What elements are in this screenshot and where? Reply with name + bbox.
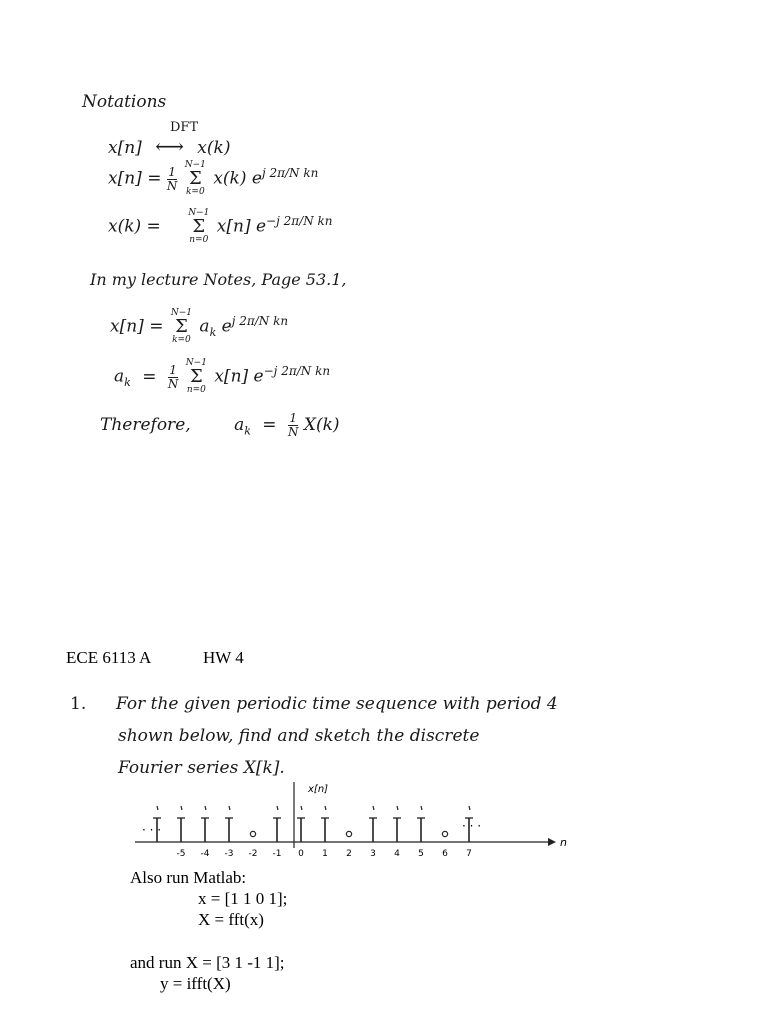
analysis-equation <box>108 208 333 246</box>
matlab-intro-2: and run X = [3 1 -1 1]; <box>130 953 285 972</box>
hw-label: HW 4 <box>203 648 244 667</box>
stem-value-mark <box>301 806 302 810</box>
synthesis-exponent: j 2π/N kn <box>261 165 319 180</box>
therefore-line <box>100 412 340 439</box>
tick-label: 7 <box>466 849 472 859</box>
problem-number: 1. <box>70 694 87 714</box>
frac-numerator: 1 <box>169 362 177 377</box>
therefore-sub: k <box>244 424 251 438</box>
sum-upper: N−1 <box>184 160 206 170</box>
frac-denominator: N <box>287 425 299 439</box>
sum-lower: n=0 <box>189 235 209 245</box>
stem-value-mark <box>157 806 158 810</box>
sigma-icon: Σ <box>175 316 188 337</box>
stem-value-mark <box>469 806 470 810</box>
frac-numerator: 1 <box>168 164 176 179</box>
double-arrow-icon: ⟷ <box>155 134 184 158</box>
lecture-anal-sub: k <box>124 375 131 389</box>
therefore-fraction <box>288 412 299 439</box>
tick-label: 3 <box>370 849 376 859</box>
synthesis-lhs: x[n] = <box>108 168 162 189</box>
y-axis-label: x[n] <box>308 784 329 795</box>
ellipsis-right: · · · <box>462 819 482 833</box>
dft-pair-right: x(k) <box>197 138 231 158</box>
lecture-anal-lhs: a <box>114 366 125 387</box>
stem-value-mark <box>325 806 326 810</box>
lecture-synth-sum <box>171 308 192 346</box>
tick-label: 5 <box>418 849 424 859</box>
tick-label: -1 <box>272 849 282 859</box>
sum-lower: k=0 <box>172 335 191 345</box>
therefore-rhs: X(k) <box>303 415 340 435</box>
tick-label: 4 <box>394 849 400 859</box>
tick-label: 6 <box>442 849 448 859</box>
lecture-anal-sum <box>186 358 207 396</box>
dft-label: DFT <box>170 120 199 135</box>
stem-value-mark <box>277 806 278 810</box>
zero-sample-marker <box>250 831 255 836</box>
sigma-icon: Σ <box>188 168 202 189</box>
stem-plot <box>0 778 768 868</box>
dft-pair <box>108 134 230 158</box>
sum-upper: N−1 <box>170 308 193 318</box>
tick-label: 0 <box>298 849 304 859</box>
matlab-ifft-line: y = ifft(X) <box>160 974 231 993</box>
stem-value-mark <box>181 806 182 810</box>
lecture-anal-fraction <box>168 364 179 391</box>
problem-line-3: Fourier series X[k]. <box>118 758 285 778</box>
lecture-synth-exponent: j 2π/N kn <box>231 313 289 328</box>
sum-upper: N−1 <box>188 208 210 218</box>
zero-sample-marker <box>346 831 351 836</box>
stem-value-mark <box>229 806 230 810</box>
problem-line-1: For the given periodic time sequence with period 4 <box>116 694 558 714</box>
sum-lower: n=0 <box>186 385 206 395</box>
synthesis-sum <box>185 160 206 198</box>
synthesis-equation <box>108 160 318 198</box>
tick-label: -2 <box>248 849 258 859</box>
tick-label: 2 <box>346 849 352 859</box>
stem-value-mark <box>205 806 206 810</box>
lecture-synth-sub: k <box>209 325 217 339</box>
analysis-lhs: x(k) = <box>108 216 161 237</box>
matlab-x-line: x = [1 1 0 1]; <box>198 889 288 908</box>
tick-label: -4 <box>200 849 210 859</box>
lecture-anal-eq: = <box>142 366 157 387</box>
synthesis-fraction <box>167 166 178 193</box>
frac-denominator: N <box>167 376 179 391</box>
lecture-synth-e: e <box>221 316 232 337</box>
therefore-word: Therefore, <box>100 415 191 435</box>
problem-line-2: shown below, find and sketch the discrete <box>118 726 480 746</box>
stems-group <box>153 806 473 842</box>
lecture-synth-lhs: x[n] = <box>110 316 164 337</box>
matlab-intro: Also run Matlab: <box>130 868 247 887</box>
lecture-notes-line: In my lecture Notes, Page 53.1, <box>90 270 347 289</box>
matlab-fft-line: X = fft(x) <box>198 910 264 929</box>
sigma-icon: Σ <box>189 366 203 387</box>
tick-label: -3 <box>224 849 234 859</box>
frac-denominator: N <box>166 178 178 193</box>
analysis-exponent: −j 2π/N kn <box>266 213 333 228</box>
notations-heading: Notations <box>82 92 167 112</box>
sigma-icon: Σ <box>192 216 206 237</box>
course-label: ECE 6113 A <box>66 648 152 667</box>
zero-sample-marker <box>442 831 447 836</box>
therefore-lhs: a <box>234 415 245 435</box>
lecture-anal-term: x[n] e <box>214 366 264 387</box>
therefore-eq: = <box>262 415 277 435</box>
frac-numerator: 1 <box>289 411 297 425</box>
analysis-sum <box>188 208 209 246</box>
x-axis-label: n <box>560 836 567 849</box>
lecture-anal-exponent: −j 2π/N kn <box>263 363 331 378</box>
analysis-term: x[n] e <box>216 216 267 237</box>
tick-label: 1 <box>322 849 328 859</box>
sum-lower: k=0 <box>185 187 205 197</box>
ellipsis-left: · · · <box>142 823 162 837</box>
n-axis-arrow-icon <box>548 838 556 846</box>
lecture-synth-term: a <box>199 316 210 337</box>
tick-label: -5 <box>176 849 186 859</box>
dft-pair-left: x[n] <box>108 138 142 158</box>
synthesis-term: x(k) e <box>213 168 262 189</box>
stem-value-mark <box>397 806 398 810</box>
stem-value-mark <box>421 806 422 810</box>
lecture-synthesis-equation <box>110 308 288 346</box>
lecture-analysis-equation <box>114 358 330 396</box>
tick-labels-group <box>177 849 472 859</box>
stem-value-mark <box>373 806 374 810</box>
sum-upper: N−1 <box>185 358 207 368</box>
